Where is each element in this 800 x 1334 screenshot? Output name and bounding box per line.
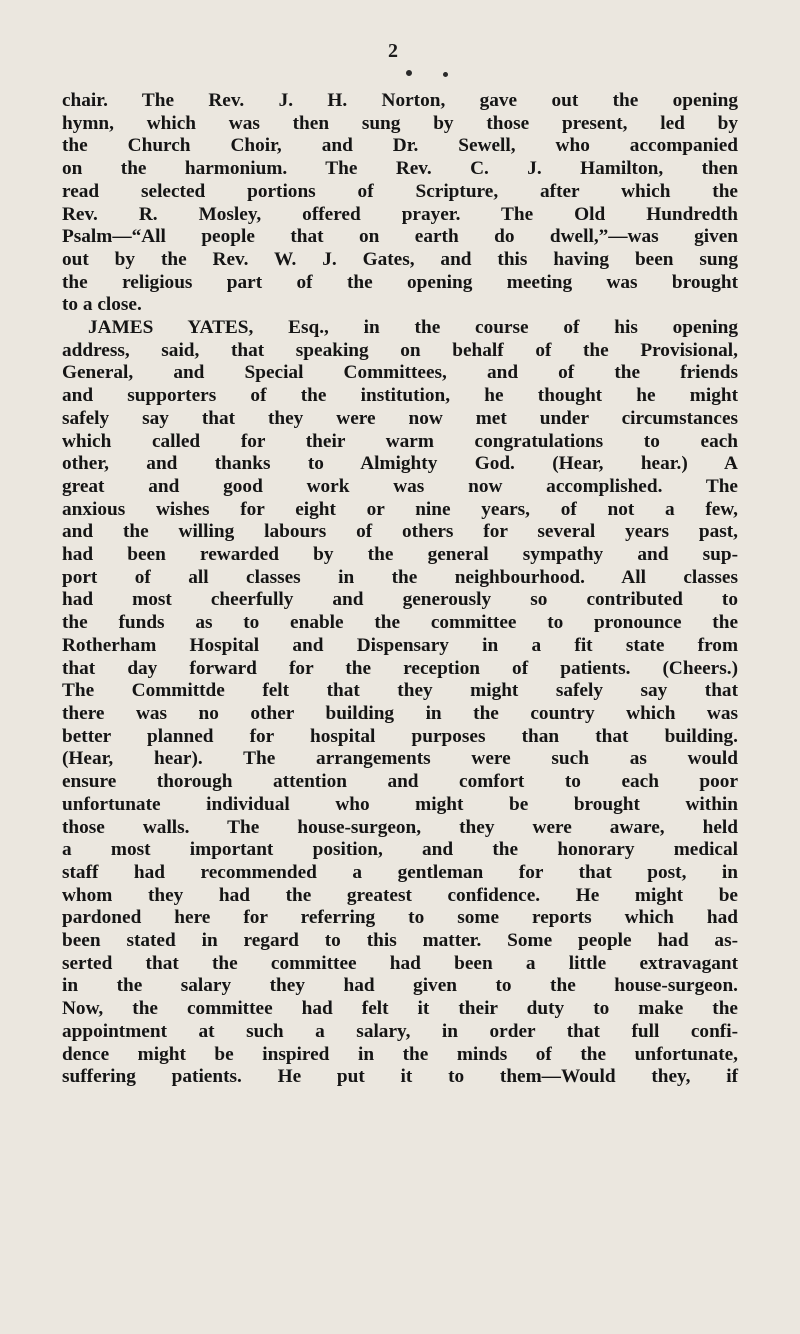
text-line: suffering patients. He put it to them—Would they, if [62,1066,738,1088]
text-line: address, said, that speaking on behalf of the Provisional, [62,339,738,361]
text-line: The Committde felt that they might safely say that [62,680,738,702]
text-line: had been rewarded by the general sympathy and sup- [62,544,738,566]
text-line: read selected portions of Scripture, after which the [62,180,738,202]
text-line: that day forward for the reception of patients. (Cheers.) [62,657,738,679]
text-line: Now, the committee had felt it their duty to make the [62,998,738,1020]
text-line: serted that the committee had been a little extravagant [62,952,738,974]
text-line: staff had recommended a gentleman for that post, in [62,861,738,883]
text-line: pardoned here for referring to some reports which had [62,907,738,929]
text-line: (Hear, hear). The arrangements were such as would [62,748,738,770]
paragraph [62,317,738,1089]
text-line: anxious wishes for eight or nine years, of not a few, [62,498,738,520]
text-line: the religious part of the opening meeting was brought [62,271,738,293]
text-line: which called for their warm congratulations to each [62,430,738,452]
text-line: appointment at such a salary, in order that full confi- [62,1020,738,1042]
text-line: great and good work was now accomplished. The [62,475,738,497]
article-body [62,90,738,1089]
ink-speck [405,69,413,77]
text-line: chair. The Rev. J. H. Norton, gave out the opening [62,90,738,111]
text-line: the Church Choir, and Dr. Sewell, who accompanied [62,135,738,157]
text-line: out by the Rev. W. J. Gates, and this having been sung [62,248,738,270]
text-line: General, and Special Committees, and of the friends [62,362,738,384]
text-line: a most important position, and the honorary medical [62,839,738,861]
text-line: port of all classes in the neighbourhood. All classes [62,566,738,588]
text-line: and the willing labours of others for several years past, [62,521,738,543]
text-line: in the salary they had given to the house-surgeon. [62,975,738,997]
text-line: Psalm—“All people that on earth do dwell,”—was given [62,226,738,248]
text-line: hymn, which was then sung by those present, led by [62,112,738,134]
text-line: been stated in regard to this matter. Some people had as- [62,930,738,952]
text-line: JAMES YATES, Esq., in the course of his opening [88,317,738,339]
text-line: there was no other building in the country which was [62,702,738,724]
text-line: whom they had the greatest confidence. He might be [62,884,738,906]
text-line: better planned for hospital purposes than that building. [62,725,738,747]
text-line: and supporters of the institution, he thought he might [62,385,738,407]
text-line: ensure thorough attention and comfort to each poor [62,771,738,793]
text-line: unfortunate individual who might be brought within [62,793,738,815]
text-line: to a close. [62,294,142,316]
text-line: safely say that they were now met under circumstances [62,407,738,429]
text-line: Rev. R. Mosley, offered prayer. The Old Hundredth [62,203,738,225]
page-number: 2 [388,40,398,62]
text-line: the funds as to enable the committee to pronounce the [62,612,738,634]
text-line: dence might be inspired in the minds of the unfortunate, [62,1043,738,1065]
text-line: other, and thanks to Almighty God. (Hear, hear.) A [62,453,738,475]
text-line: on the harmonium. The Rev. C. J. Hamilton, then [62,158,738,180]
ink-speck [442,71,449,78]
paragraph [62,90,738,317]
text-line: those walls. The house-surgeon, they were aware, held [62,816,738,838]
text-line: had most cheerfully and generously so contributed to [62,589,738,611]
text-line: Rotherham Hospital and Dispensary in a fit state from [62,634,738,656]
